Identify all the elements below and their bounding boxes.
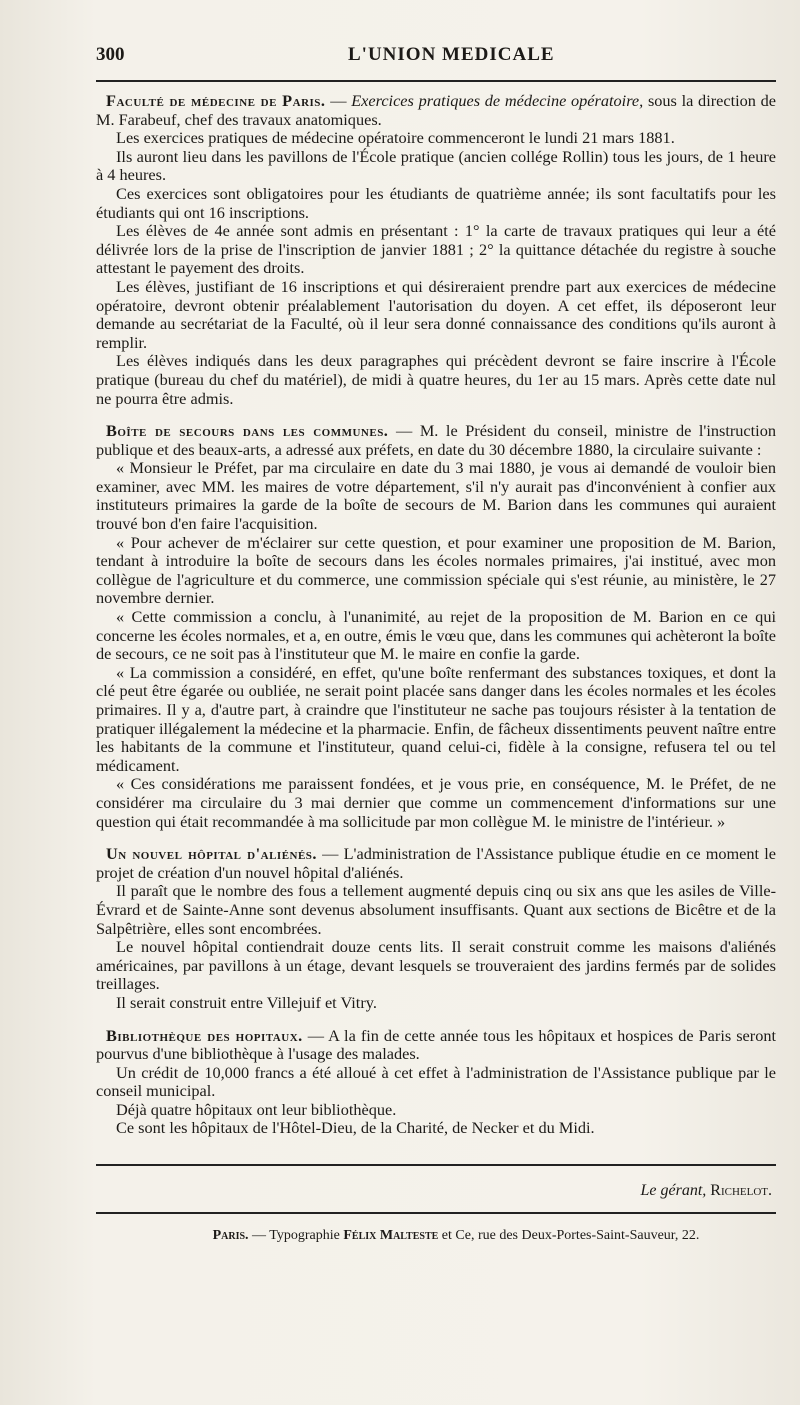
news-item-paragraph: « La commission a considéré, en effet, qu'une boîte renfermant des substances toxiques, et dont la clé peut être égarée ou oubliée, ne serait point placée sans danger dans les écoles normales et les écoles primaires. Il y a, d'autre part, à craindre que l'instituteur ne sache pas toujours résister à la tentation de pratiquer illégalement la médecine et la pharmacie. Enfin, de fâcheux dissentiments peuvent naître entre les habitants de la commune et l'instituteur, quand celui-ci, fidèle à la consigne, refusera tel ou tel médicament.	[96, 662, 776, 775]
rubric-dash: —	[325, 91, 352, 110]
rubric-dash: —	[388, 421, 420, 441]
news-item-paragraph: Un crédit de 10,000 francs a été alloué à cet effet à l'administration de l'Assistance publique par le conseil municipal.	[96, 1062, 776, 1101]
news-item-paragraph: « Monsieur le Préfet, par ma circulaire en date du 3 mai 1880, je vous ai demandé de vouloir bien examiner, avec MM. les maires de votre département, s'il n'y aurait pas d'inconvénient à confier aux instituteurs primaires la garde de la boîte de secours de M. Barion dans les communes qui auraient trouvé bon d'en faire l'acquisition.	[96, 458, 776, 534]
news-item	[96, 92, 776, 408]
signature-name: Richelot.	[710, 1182, 772, 1200]
page-number: 300	[96, 44, 125, 65]
news-item-lead-text: L'administration de l'Assistance publique étudie en ce moment le projet de création d'un nouvel hôpital d'aliénés.	[96, 844, 776, 882]
news-item-paragraph: Ces exercices sont obligatoires pour les étudiants de quatrième année; ils sont facultatifs pour les étudiants qui ont 16 inscriptions.	[96, 183, 776, 222]
news-item-paragraph: Il serait construit entre Villejuif et Vitry.	[116, 992, 377, 1012]
news-item-paragraph: « Pour achever de m'éclairer sur cette question, et pour examiner une proposition de M. Barion, tendant à introduire la boîte de secours dans les écoles normales primaires, j'ai institué, avec mon collègue de l'agriculture et du commerce, une commission spéciale qui s'est réunie, au ministère, le 27 novembre dernier.	[96, 532, 776, 608]
news-item-lead-paragraph	[96, 845, 776, 882]
news-item	[96, 422, 776, 831]
news-item-paragraph: Déjà quatre hôpitaux ont leur bibliothèque.	[116, 1099, 397, 1119]
news-item-paragraph: Les élèves, justifiant de 16 inscriptions et qui désireraient prendre part aux exercices de médecine opératoire, devront obtenir préalablement l'autorisation du doyen. A cet effet, ils déposeront leur demande au secrétariat de la Faculté, où il leur sera donné connaissance des conditions qu'ils auront à remplir.	[96, 276, 776, 352]
news-item-lead-text: A la fin de cette année tous les hôpitaux et hospices de Paris seront pourvus d'une bibliothèque à l'usage des malades.	[96, 1025, 776, 1064]
journal-title: L'UNION MEDICALE	[348, 44, 555, 65]
news-item-rubric: Faculté de médecine de Paris.	[106, 91, 326, 110]
news-item-paragraph: « Ces considérations me paraissent fondées, et je vous prie, en conséquence, M. le Préfet, de ne considérer ma circulaire du 3 mai dernier que comme un commencement d'informations sur une question qui était recommandée à ma sollicitude par mon collègue M. le ministre de l'intérieur. »	[96, 774, 776, 831]
news-item-rubric: Boîte de secours dans les communes.	[106, 421, 389, 441]
news-item-rubric: Un nouvel hôpital d'aliénés.	[106, 844, 317, 864]
news-item-paragraph: Le nouvel hôpital contiendrait douze cents lits. Il serait construit comme les maisons d'aliénés américaines, par pavillons à un étage, devant lesquels se trouveraient des jardins fermés par de solides treillages.	[96, 937, 776, 994]
news-item-subject: Exercices pratiques de médecine opératoire,	[351, 91, 644, 110]
imprint-dash: —	[248, 1228, 270, 1244]
imprint-printer: Félix Malteste	[343, 1228, 439, 1244]
news-item-paragraph: Il paraît que le nombre des fous a tellement augmenté depuis cinq ou six ans que les asiles de Ville-Évrard et de Sainte-Anne sont devenus absolument insuffisants. Quant aux sections de Bicêtre et de la Salpêtrière, elles sont encombrées.	[96, 881, 776, 938]
imprint-text-2: et Ce, rue des Deux-Portes-Saint-Sauveur, 22.	[438, 1228, 700, 1244]
running-head	[96, 44, 776, 74]
rubric-dash: —	[302, 1025, 329, 1045]
news-item	[96, 845, 776, 1012]
articles-column	[96, 92, 776, 1138]
imprint-rule	[96, 1212, 776, 1214]
header-rule	[96, 80, 776, 82]
news-item-paragraph: « Cette commission a conclu, à l'unanimité, au rejet de la proposition de M. Barion en ce qui concerne les écoles normales, et a, en outre, émis le vœu que, dans les communes qui achèteront la boîte de secours, ce ne soit pas à l'instituteur que M. le maire en confie la garde.	[96, 607, 776, 664]
news-item-paragraph: Ils auront lieu dans les pavillons de l'École pratique (ancien collége Rollin) tous les jours, de 1 heure à 4 heures.	[96, 146, 776, 185]
imprint-text-1: Typographie	[269, 1228, 344, 1244]
news-item-lead-paragraph	[96, 1027, 776, 1064]
news-item-paragraph: Les exercices pratiques de médecine opératoire commenceront le lundi 21 mars 1881.	[116, 128, 675, 148]
imprint-city: Paris.	[212, 1228, 249, 1244]
news-item-lead-text: sous la direction de M. Farabeuf, chef des travaux anatomiques.	[96, 91, 777, 129]
footer-rule	[96, 1164, 776, 1166]
news-item-rubric: Bibliothèque des hopitaux.	[106, 1025, 303, 1045]
news-item-lead-paragraph	[96, 422, 776, 459]
news-item-lead-paragraph	[96, 92, 776, 129]
news-item-lead-text: M. le Président du conseil, ministre de l'instruction publique et des beaux-arts, a adressé aux préfets, en date du 30 décembre 1880, la circulaire suivante :	[96, 421, 776, 459]
signature-label: Le gérant,	[640, 1182, 707, 1200]
news-item-paragraph: Les élèves de 4e année sont admis en présentant : 1° la carte de travaux pratiques qui leur a été délivrée lors de la prise de l'inscription de janvier 1881 ; 2° la quittance détachée du registre à souche attestant le payement des droits.	[96, 221, 776, 278]
news-item-paragraph: Les élèves indiqués dans les deux paragraphes qui précèdent devront se faire inscrire à l'École pratique (bureau du chef du matériel), de midi à quatre heures, du 1er au 15 mars. Après cette date nul ne pourra être admis.	[96, 351, 776, 408]
rubric-dash: —	[317, 844, 344, 864]
news-item	[96, 1027, 776, 1139]
printer-imprint	[96, 1228, 776, 1244]
news-item-paragraph: Ce sont les hôpitaux de l'Hôtel-Dieu, de la Charité, de Necker et du Midi.	[116, 1118, 595, 1138]
signature	[96, 1182, 776, 1200]
